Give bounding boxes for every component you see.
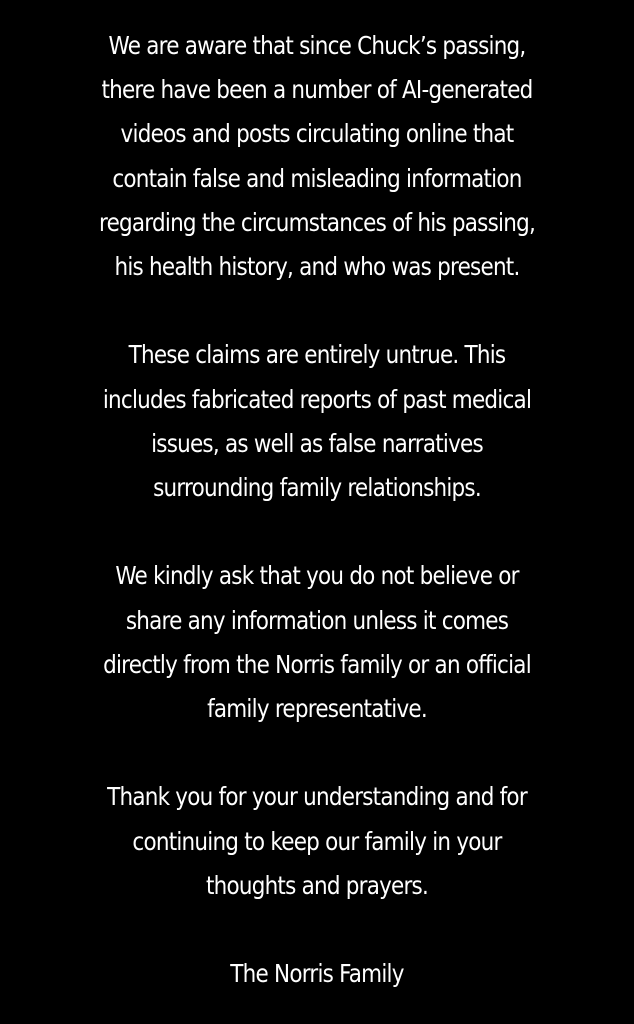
statement-line: his health history, and who was present. xyxy=(114,252,520,282)
statement-line: We kindly ask that you do not believe or xyxy=(115,561,519,591)
statement-paragraph-1 xyxy=(0,24,634,289)
statement-line: We are aware that since Chuck’s passing, xyxy=(108,31,526,60)
statement-paragraph-3 xyxy=(0,554,634,731)
statement-line: share any information unless it comes xyxy=(125,605,509,635)
statement-line: family representative. xyxy=(207,694,427,724)
statement-line: videos and posts circulating online that xyxy=(120,119,514,149)
statement-line: continuing to keep our family in your xyxy=(132,826,502,856)
paragraph-gap xyxy=(0,908,634,952)
statement-line: Thank you for your understanding and for xyxy=(107,782,527,812)
statement-paragraph-4 xyxy=(0,775,634,908)
statement-signature: The Norris Family xyxy=(230,959,404,989)
statement-line: surrounding family relationships. xyxy=(153,473,481,503)
paragraph-gap xyxy=(0,731,634,775)
statement-line: there have been a number of AI-generated xyxy=(101,75,533,105)
statement-line: issues, as well as false narratives xyxy=(151,428,483,458)
paragraph-gap xyxy=(0,289,634,333)
statement-signature-block xyxy=(0,952,634,996)
statement-line: contain false and misleading information xyxy=(112,163,522,193)
statement-line: directly from the Norris family or an official xyxy=(103,649,531,679)
statement-line: These claims are entirely untrue. This xyxy=(128,340,506,370)
paragraph-gap xyxy=(0,510,634,554)
statement-line: regarding the circumstances of his passing, xyxy=(98,207,536,237)
statement-line: includes fabricated reports of past medical xyxy=(102,384,532,414)
statement-paragraph-2 xyxy=(0,333,634,510)
statement-line: thoughts and prayers. xyxy=(205,870,429,900)
